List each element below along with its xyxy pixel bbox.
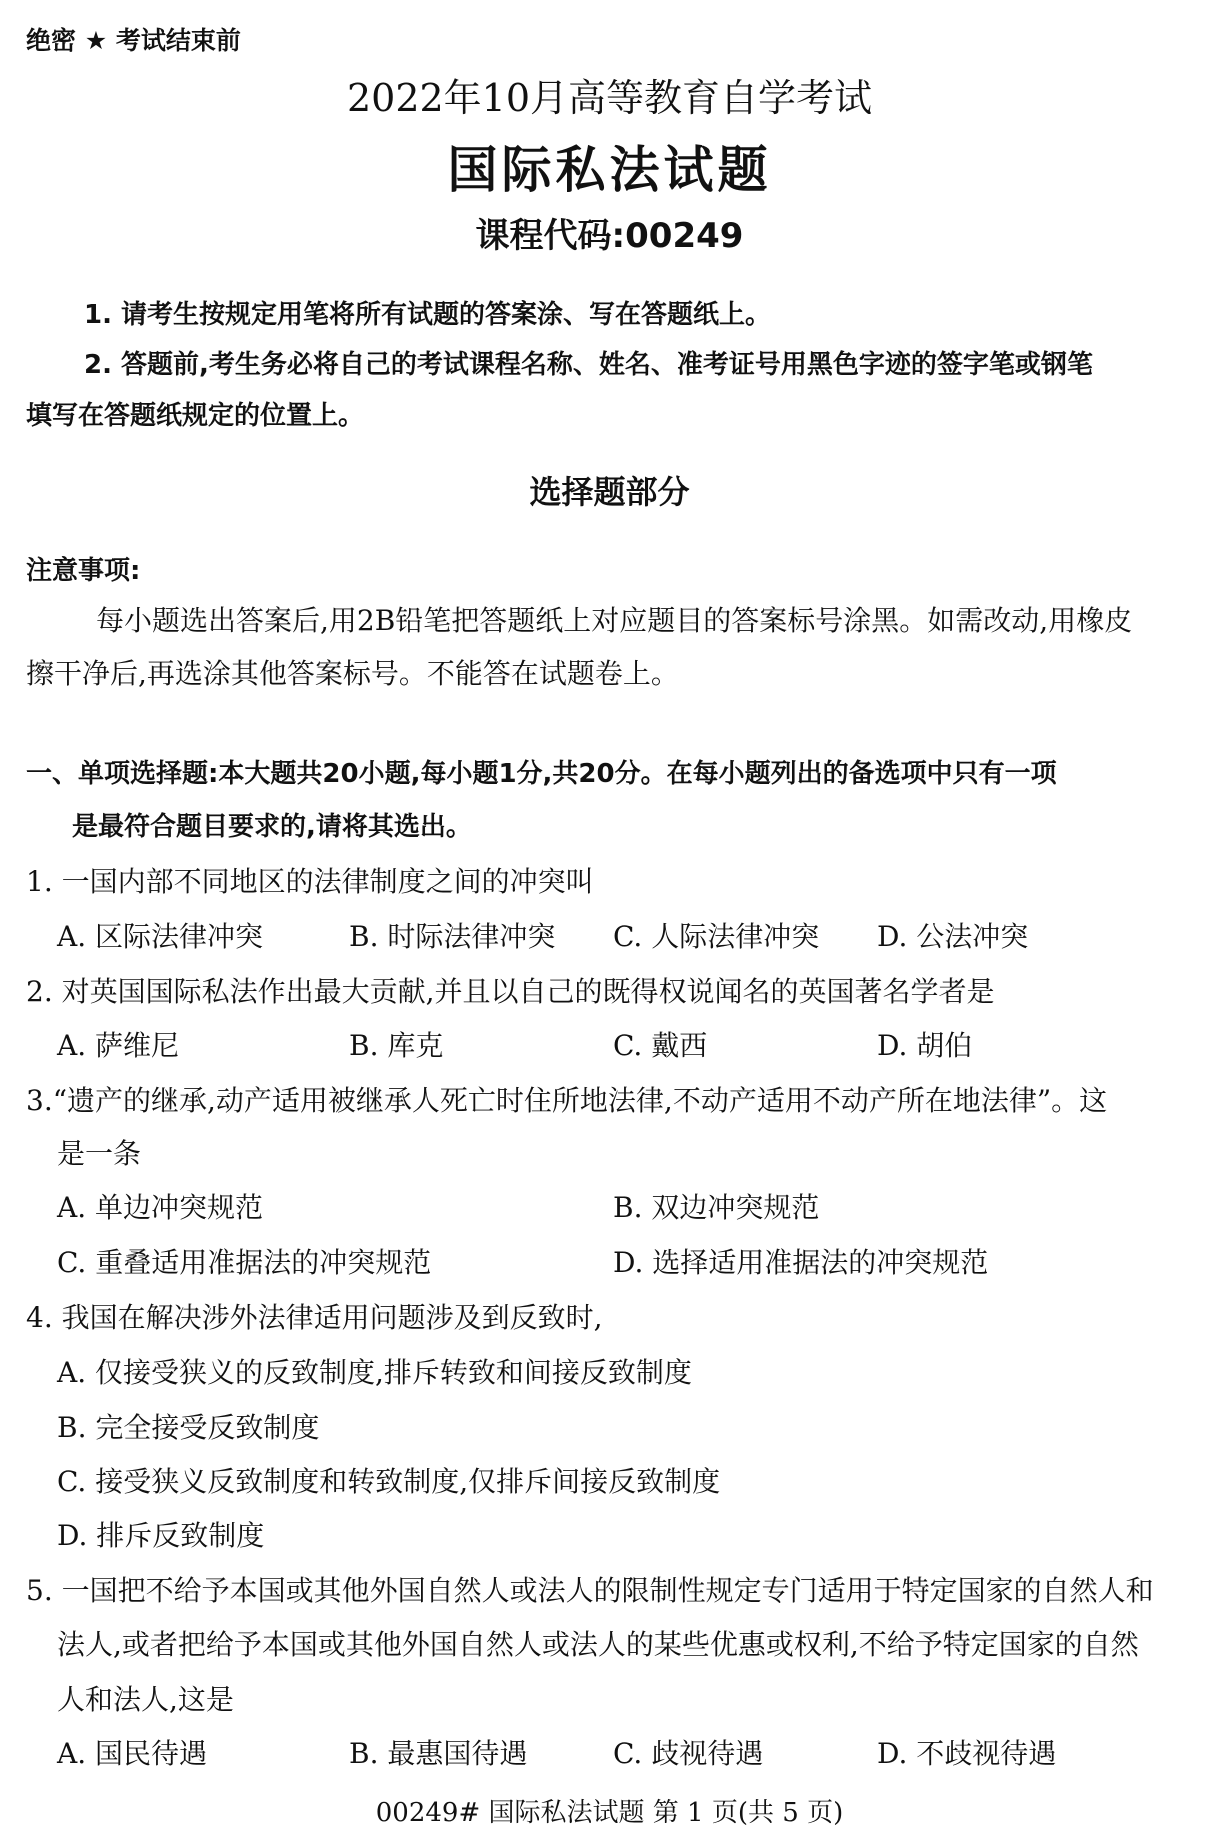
question-4: 4. 我国在解决涉外法律适用问题涉及到反致时, — [26, 1301, 603, 1334]
instruction-2: 2. 答题前,考生务必将自己的考试课程名称、姓名、准考证号用黑色字迹的签字笔或钢笔 — [84, 350, 1093, 380]
question-1: 1. 一国内部不同地区的法律制度之间的冲突叫 — [26, 865, 594, 898]
option-d: D. 排斥反致制度 — [57, 1519, 265, 1552]
option-d: D. 不歧视待遇 — [877, 1737, 1057, 1770]
section-title: 选择题部分 — [529, 473, 690, 511]
option-b: B. 双边冲突规范 — [613, 1191, 820, 1224]
confidential-mark: 绝密 ★ 考试结束前 — [26, 26, 241, 55]
notes-label: 注意事项: — [26, 556, 141, 586]
question-3-cont: 是一条 — [57, 1137, 142, 1170]
question-5-cont: 法人,或者把给予本国或其他外国自然人或法人的某些优惠或权利,不给予特定国家的自然 — [57, 1628, 1139, 1661]
option-a: A. 仅接受狭义的反致制度,排斥转致和间接反致制度 — [57, 1356, 692, 1389]
option-a: A. 单边冲突规范 — [57, 1191, 264, 1224]
option-b: B. 最惠国待遇 — [349, 1737, 528, 1770]
option-c: C. 歧视待遇 — [613, 1737, 764, 1770]
exam-name: 2022年10月高等教育自学考试 — [346, 76, 873, 120]
option-a: A. 国民待遇 — [57, 1737, 208, 1770]
option-b: B. 库克 — [349, 1029, 444, 1062]
notes-line: 每小题选出答案后,用2B铅笔把答题纸上对应题目的答案标号涂黑。如需改动,用橡皮 — [96, 604, 1133, 637]
option-b: B. 时际法律冲突 — [349, 920, 556, 953]
option-c: C. 重叠适用准据法的冲突规范 — [57, 1246, 432, 1279]
question-5: 5. 一国把不给予本国或其他外国自然人或法人的限制性规定专门适用于特定国家的自然人和 — [26, 1574, 1154, 1607]
option-d: D. 选择适用准据法的冲突规范 — [613, 1246, 989, 1279]
question-5-cont: 人和法人,这是 — [57, 1683, 234, 1716]
option-a: A. 区际法律冲突 — [57, 920, 264, 953]
instruction-2-cont: 填写在答题纸规定的位置上。 — [26, 401, 365, 431]
question-2: 2. 对英国国际私法作出最大贡献,并且以自己的既得权说闻名的英国著名学者是 — [26, 975, 995, 1008]
question-3: 3.“遗产的继承,动产适用被继承人死亡时住所地法律,不动产适用不动产所在地法律”。这 — [26, 1084, 1108, 1117]
page-footer: 00249# 国际私法试题 第 1 页(共 5 页) — [375, 1798, 844, 1828]
part-heading-cont: 是最符合题目要求的,请将其选出。 — [72, 812, 472, 842]
option-a: A. 萨维尼 — [57, 1029, 180, 1062]
part-heading: 一、单项选择题:本大题共20小题,每小题1分,共20分。在每小题列出的备选项中只有一项 — [26, 759, 1057, 789]
option-d: D. 公法冲突 — [877, 920, 1029, 953]
option-d: D. 胡伯 — [877, 1029, 973, 1062]
course-code: 课程代码:00249 — [475, 216, 744, 256]
option-b: B. 完全接受反致制度 — [57, 1411, 320, 1444]
option-c: C. 接受狭义反致制度和转致制度,仅排斥间接反致制度 — [57, 1465, 721, 1498]
option-c: C. 人际法律冲突 — [613, 920, 820, 953]
notes-line: 擦干净后,再选涂其他答案标号。不能答在试题卷上。 — [26, 657, 679, 690]
instruction-1: 1. 请考生按规定用笔将所有试题的答案涂、写在答题纸上。 — [84, 300, 772, 330]
option-c: C. 戴西 — [613, 1029, 708, 1062]
page-title: 国际私法试题 — [447, 141, 772, 199]
